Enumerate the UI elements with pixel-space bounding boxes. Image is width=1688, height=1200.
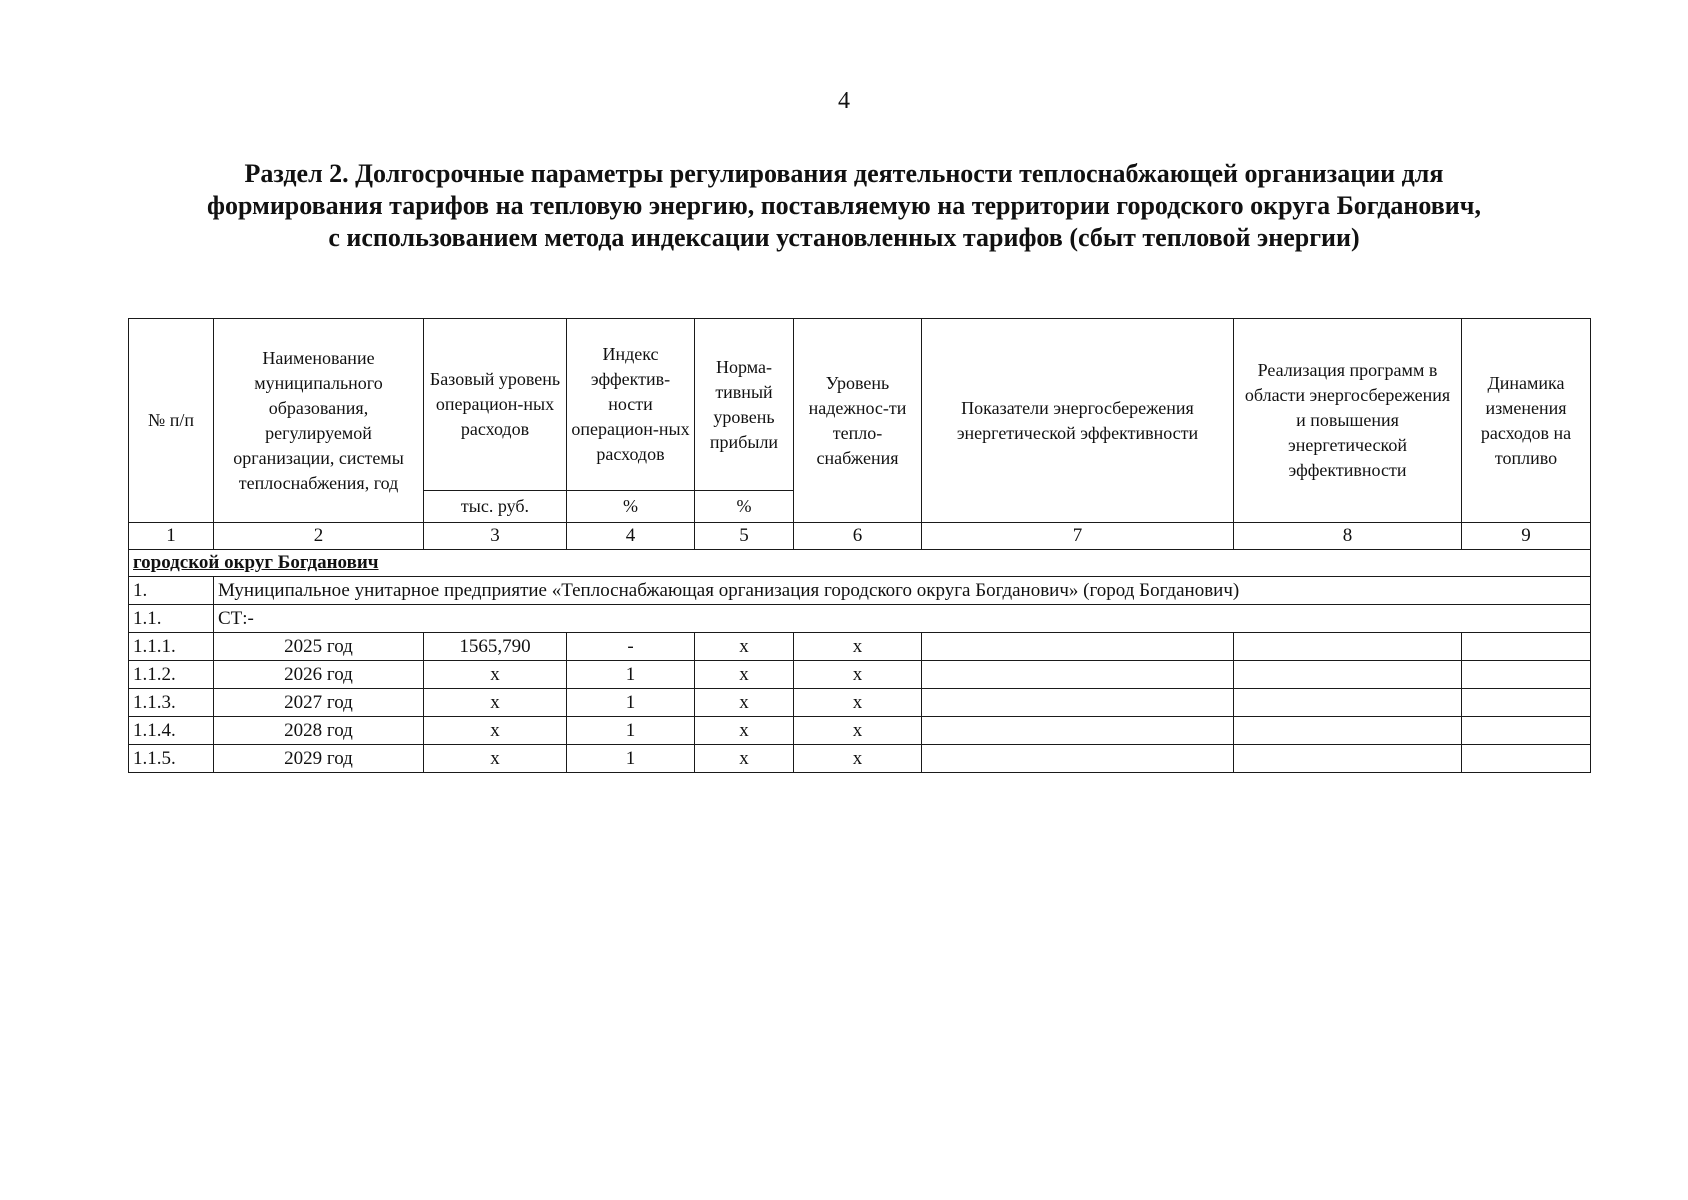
row-reliability: х bbox=[794, 717, 922, 745]
column-number: 7 bbox=[922, 523, 1234, 550]
unit-normative-profit: % bbox=[695, 491, 794, 523]
row-efficiency-index: 1 bbox=[567, 661, 695, 689]
row-normative-profit: х bbox=[695, 633, 794, 661]
row-base-opex: х bbox=[424, 717, 567, 745]
header-fuel-cost-dynamics: Динамика изменения расходов на топливо bbox=[1462, 319, 1591, 523]
row-base-opex: 1565,790 bbox=[424, 633, 567, 661]
row-efficiency-index: 1 bbox=[567, 745, 695, 773]
row-base-opex: х bbox=[424, 689, 567, 717]
table-row bbox=[129, 717, 1591, 745]
column-number: 1 bbox=[129, 523, 214, 550]
row-energy-saving-indicators bbox=[922, 661, 1234, 689]
row-efficiency-index: 1 bbox=[567, 689, 695, 717]
column-number: 4 bbox=[567, 523, 695, 550]
row-number: 1.1.4. bbox=[129, 717, 214, 745]
row-fuel-cost-dynamics bbox=[1462, 745, 1591, 773]
row-number: 1.1.3. bbox=[129, 689, 214, 717]
row-efficiency-index: 1 bbox=[567, 717, 695, 745]
column-number: 2 bbox=[214, 523, 424, 550]
row-fuel-cost-dynamics bbox=[1462, 661, 1591, 689]
row-normative-profit: х bbox=[695, 745, 794, 773]
section-name: городской округ Богданович bbox=[129, 550, 1591, 577]
row-energy-saving-indicators bbox=[922, 689, 1234, 717]
row-base-opex: х bbox=[424, 661, 567, 689]
table-row bbox=[129, 689, 1591, 717]
system-number: 1.1. bbox=[129, 605, 214, 633]
organization-row bbox=[129, 577, 1591, 605]
row-reliability: х bbox=[794, 745, 922, 773]
row-number: 1.1.2. bbox=[129, 661, 214, 689]
row-energy-saving-programs bbox=[1234, 661, 1462, 689]
row-reliability: х bbox=[794, 661, 922, 689]
row-reliability: х bbox=[794, 633, 922, 661]
column-number: 3 bbox=[424, 523, 567, 550]
row-year: 2027 год bbox=[214, 689, 424, 717]
row-energy-saving-indicators bbox=[922, 633, 1234, 661]
row-fuel-cost-dynamics bbox=[1462, 689, 1591, 717]
system-row bbox=[129, 605, 1591, 633]
column-number: 8 bbox=[1234, 523, 1462, 550]
row-efficiency-index: - bbox=[567, 633, 695, 661]
row-year: 2026 год bbox=[214, 661, 424, 689]
table-row bbox=[129, 661, 1591, 689]
table-row bbox=[129, 633, 1591, 661]
column-number: 5 bbox=[695, 523, 794, 550]
row-year: 2029 год bbox=[214, 745, 424, 773]
row-energy-saving-programs bbox=[1234, 717, 1462, 745]
column-number: 9 bbox=[1462, 523, 1591, 550]
section-title-line-1: Раздел 2. Долгосрочные параметры регулирования деятельности теплоснабжающей организации для bbox=[244, 159, 1444, 188]
row-year: 2025 год bbox=[214, 633, 424, 661]
row-energy-saving-programs bbox=[1234, 689, 1462, 717]
row-normative-profit: х bbox=[695, 661, 794, 689]
table-row bbox=[129, 745, 1591, 773]
section-row bbox=[129, 550, 1591, 577]
header-reliability: Уровень надежнос-ти тепло-снабжения bbox=[794, 319, 922, 523]
row-fuel-cost-dynamics bbox=[1462, 633, 1591, 661]
row-energy-saving-indicators bbox=[922, 717, 1234, 745]
row-normative-profit: х bbox=[695, 689, 794, 717]
row-normative-profit: х bbox=[695, 717, 794, 745]
row-number: 1.1.5. bbox=[129, 745, 214, 773]
unit-efficiency-index: % bbox=[567, 491, 695, 523]
row-reliability: х bbox=[794, 689, 922, 717]
header-efficiency-index: Индекс эффектив-ности операцион-ных расходов bbox=[567, 319, 695, 491]
page-number: 4 bbox=[838, 88, 850, 114]
row-base-opex: х bbox=[424, 745, 567, 773]
row-number: 1.1.1. bbox=[129, 633, 214, 661]
column-number: 6 bbox=[794, 523, 922, 550]
row-energy-saving-programs bbox=[1234, 633, 1462, 661]
organization-number: 1. bbox=[129, 577, 214, 605]
parameters-table bbox=[128, 318, 1591, 773]
row-fuel-cost-dynamics bbox=[1462, 717, 1591, 745]
column-number-row bbox=[129, 523, 1591, 550]
row-energy-saving-indicators bbox=[922, 745, 1234, 773]
section-title-line-3: с использованием метода индексации установленных тарифов (сбыт тепловой энергии) bbox=[328, 223, 1360, 252]
header-row-number: № п/п bbox=[129, 319, 214, 523]
header-name: Наименование муниципального образования, регулируемой организации, системы теплоснабжения, год bbox=[214, 319, 424, 523]
section-title bbox=[130, 158, 1558, 254]
row-energy-saving-programs bbox=[1234, 745, 1462, 773]
header-energy-saving-programs: Реализация программ в области энергосбережения и повышения энергетической эффективности bbox=[1234, 319, 1462, 523]
row-year: 2028 год bbox=[214, 717, 424, 745]
header-energy-saving-indicators: Показатели энергосбережения энергетической эффективности bbox=[922, 319, 1234, 523]
section-title-line-2: формирования тарифов на тепловую энергию, поставляемую на территории городского округа Богданович, bbox=[207, 191, 1481, 220]
header-base-opex: Базовый уровень операцион-ных расходов bbox=[424, 319, 567, 491]
header-normative-profit: Норма-тивный уровень прибыли bbox=[695, 319, 794, 491]
organization-name: Муниципальное унитарное предприятие «Теплоснабжающая организация городского округа Богданович» (город Богданович) bbox=[214, 577, 1591, 605]
unit-base-opex: тыс. руб. bbox=[424, 491, 567, 523]
system-name: СТ:- bbox=[214, 605, 1591, 633]
